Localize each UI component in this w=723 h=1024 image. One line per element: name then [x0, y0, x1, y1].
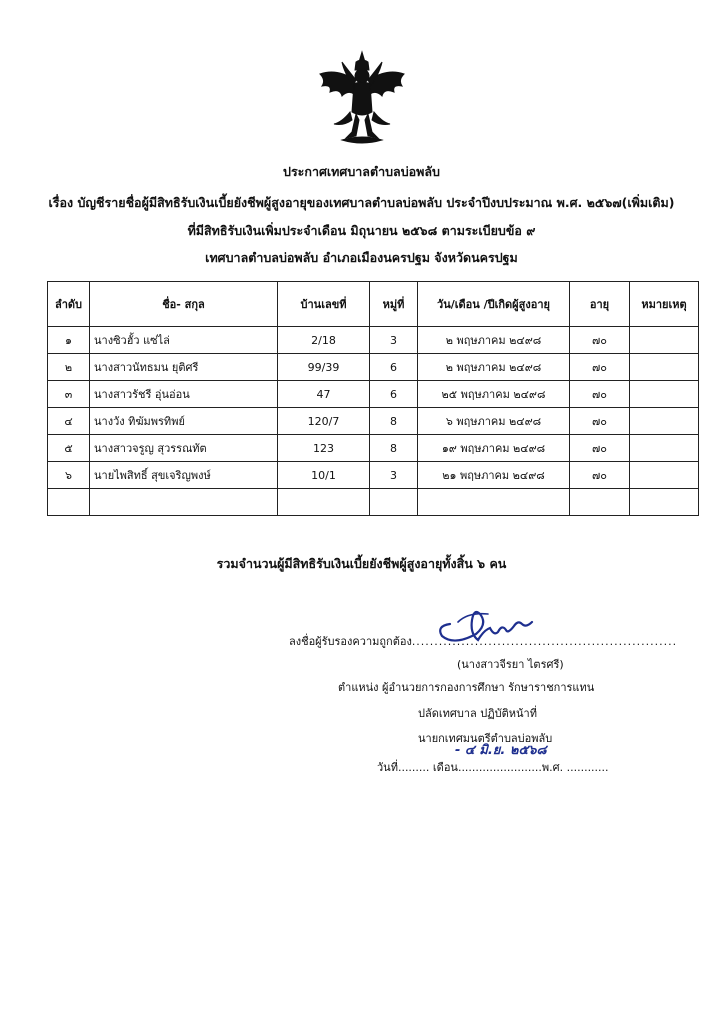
cell-order: ๓	[48, 381, 90, 408]
signer-acting-role: ปลัดเทศบาล ปฏิบัติหน้าที่	[418, 707, 537, 720]
cell-age: ๗๐	[570, 408, 630, 435]
cell-birthdate: ๒ พฤษภาคม ๒๔๙๘	[418, 327, 570, 354]
certify-label: ลงชื่อผู้รับรองความถูกต้อง	[289, 635, 412, 648]
column-header-order: ลำดับ	[48, 282, 90, 327]
signer-position: ตำแหน่ง ผู้อำนวยการกองการศึกษา รักษาราชการแทน	[338, 681, 595, 694]
table-row	[48, 462, 699, 489]
cell-house-number: 2/18	[278, 327, 370, 354]
table-row	[48, 435, 699, 462]
column-header-age: อายุ	[570, 282, 630, 327]
table-row-empty	[48, 489, 699, 516]
signer-mayor-role: นายกเทศมนตรีตำบลบ่อพลับ	[418, 732, 553, 745]
table-header-row	[48, 282, 699, 327]
beneficiary-table	[47, 281, 699, 516]
announcement-subject: เรื่อง บัญชีรายชื่อผู้มีสิทธิรับเงินเบี้ยยังชีพผู้สูงอายุของเทศบาลตำบลบ่อพลับ ประจำปีงบประมาณ พ.ศ. ๒๕๖๗(เพิ่มเติม)	[48, 195, 675, 210]
cell-house-number	[278, 489, 370, 516]
cell-remarks	[630, 327, 699, 354]
cell-birthdate: ๑๙ พฤษภาคม ๒๔๙๘	[418, 435, 570, 462]
cell-village	[370, 489, 418, 516]
cell-birthdate: ๒๕ พฤษภาคม ๒๔๙๘	[418, 381, 570, 408]
cell-birthdate: ๒๑ พฤษภาคม ๒๔๙๘	[418, 462, 570, 489]
table-row	[48, 381, 699, 408]
date-line: วันที่......... เดือน........................พ.ศ. ............	[377, 761, 609, 774]
announcement-line-4: เทศบาลตำบลบ่อพลับ อำเภอเมืองนครปฐม จังหวัดนครปฐม	[205, 250, 518, 265]
cell-remarks	[630, 462, 699, 489]
column-header-name: ชื่อ- สกุล	[90, 282, 278, 327]
column-header-village: หมู่ที่	[370, 282, 418, 327]
cell-birthdate: ๖ พฤษภาคม ๒๔๙๘	[418, 408, 570, 435]
cell-name: นางสาวรัชรี อุ่นอ่อน	[90, 381, 278, 408]
handwritten-signature	[428, 604, 548, 648]
cell-remarks	[630, 354, 699, 381]
cell-house-number: 99/39	[278, 354, 370, 381]
cell-birthdate: ๒ พฤษภาคม ๒๔๙๘	[418, 354, 570, 381]
total-summary: รวมจำนวนผู้มีสิทธิรับเงินเบี้ยยังชีพผู้สูงอายุทั้งสิ้น ๖ คน	[216, 556, 507, 571]
cell-remarks	[630, 408, 699, 435]
cell-remarks	[630, 489, 699, 516]
cell-name: นางซิวฮั้ว แซ่ไล่	[90, 327, 278, 354]
cell-order: ๔	[48, 408, 90, 435]
table-row	[48, 354, 699, 381]
cell-age	[570, 489, 630, 516]
table-row	[48, 408, 699, 435]
column-header-birthdate: วัน/เดือน /ปีเกิดผู้สูงอายุ	[418, 282, 570, 327]
cell-name	[90, 489, 278, 516]
cell-village: 8	[370, 435, 418, 462]
announcement-title: ประกาศเทศบาลตำบลบ่อพลับ	[283, 164, 440, 179]
cell-house-number: 47	[278, 381, 370, 408]
cell-remarks	[630, 381, 699, 408]
cell-age: ๗๐	[570, 354, 630, 381]
cell-house-number: 10/1	[278, 462, 370, 489]
cell-age: ๗๐	[570, 462, 630, 489]
date-stamp: - ๔ มิ.ย. ๒๕๖๘	[455, 743, 547, 758]
cell-village: 3	[370, 462, 418, 489]
cell-birthdate	[418, 489, 570, 516]
announcement-line-3: ที่มีสิทธิรับเงินเพิ่มประจำเดือน มิถุนายน ๒๕๖๘ ตามระเบียบข้อ ๙	[187, 223, 536, 238]
garuda-emblem	[312, 50, 412, 148]
cell-order: ๖	[48, 462, 90, 489]
cell-village: 8	[370, 408, 418, 435]
cell-name: นางสาวจรูญ สุวรรณทัต	[90, 435, 278, 462]
cell-village: 6	[370, 354, 418, 381]
cell-village: 3	[370, 327, 418, 354]
cell-age: ๗๐	[570, 327, 630, 354]
cell-order	[48, 489, 90, 516]
cell-remarks	[630, 435, 699, 462]
column-header-remarks: หมายเหตุ	[630, 282, 699, 327]
cell-name: นางวัง ทิฆัมพรทิพย์	[90, 408, 278, 435]
cell-name: นางสาวนัทธมน ยุติศรี	[90, 354, 278, 381]
column-header-house-number: บ้านเลขที่	[278, 282, 370, 327]
signer-name: (นางสาวจีรยา ไตรศรี)	[457, 658, 564, 671]
cell-order: ๑	[48, 327, 90, 354]
cell-village: 6	[370, 381, 418, 408]
table-row	[48, 327, 699, 354]
certify-dots: ...........................................................	[411, 635, 678, 648]
cell-house-number: 123	[278, 435, 370, 462]
cell-house-number: 120/7	[278, 408, 370, 435]
cell-order: ๕	[48, 435, 90, 462]
cell-age: ๗๐	[570, 381, 630, 408]
cell-name: นายไพสิทธิ์ สุขเจริญพงษ์	[90, 462, 278, 489]
cell-order: ๒	[48, 354, 90, 381]
cell-age: ๗๐	[570, 435, 630, 462]
